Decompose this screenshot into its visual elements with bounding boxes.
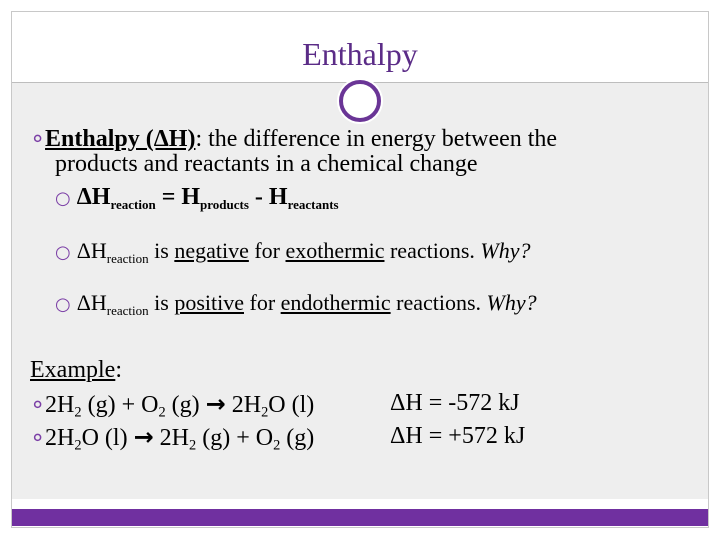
example-heading (30, 357, 122, 384)
r2-part: 2H (45, 425, 75, 451)
sub-bullet-icon: ○ (55, 242, 71, 263)
r2-part: O (l) (81, 425, 134, 451)
definition-text-2: products and reactants in a chemical change (55, 151, 478, 177)
bullet-icon: ∘ (30, 390, 46, 418)
r2-part: (g) + O (196, 425, 274, 451)
bullet-icon: ∘ (30, 124, 46, 152)
r1-part: 2H (225, 392, 262, 418)
r1-sub: 2 (158, 404, 166, 421)
negative-line (55, 238, 530, 267)
positive-line (55, 290, 537, 319)
pos-why: Why? (486, 290, 537, 315)
definition-text-1: : the difference in energy between the (195, 126, 558, 152)
r2-sub: 2 (74, 437, 82, 454)
neg-sub: reaction (106, 251, 149, 266)
example-colon: : (115, 357, 122, 383)
r1-part: O (l) (268, 392, 315, 418)
arrow-icon: → (133, 423, 154, 451)
pos-for: for (244, 290, 281, 315)
neg-dh: ΔH (76, 238, 107, 263)
definition-line-2 (55, 151, 477, 178)
neg-for: for (248, 238, 286, 263)
pos-endothermic: endothermic (280, 290, 391, 315)
neg-why: Why? (480, 238, 531, 263)
r1-part: (g) + O (81, 392, 159, 418)
bottom-accent-bar (12, 509, 708, 526)
pos-dh: ΔH (76, 290, 107, 315)
example-label: Example (30, 357, 116, 383)
pos-is: is (148, 290, 175, 315)
r2-sub: 2 (189, 437, 197, 454)
reaction-2-enthalpy: ΔH = +572 kJ (390, 423, 526, 449)
eq-equals: = H (155, 184, 201, 210)
enthalpy-equation (55, 184, 339, 213)
neg-exothermic: exothermic (285, 238, 385, 263)
r1-part: (g) (165, 392, 206, 418)
pos-word: positive (174, 290, 244, 315)
arrow-icon: → (205, 390, 226, 418)
slide-title: Enthalpy (302, 36, 418, 72)
eq-dh: ΔH (76, 184, 111, 210)
definition-line-1 (30, 124, 557, 153)
neg-rest: reactions. (384, 238, 481, 263)
r1-sub: 2 (74, 404, 82, 421)
pos-rest: reactions. (390, 290, 487, 315)
reaction-1 (30, 390, 314, 421)
r1-sub: 2 (261, 404, 269, 421)
sub-bullet-icon: ○ (55, 188, 71, 209)
r2-part: (g) (280, 425, 315, 451)
definition-term: Enthalpy (ΔH) (45, 126, 196, 152)
eq-sub-products: products (200, 197, 249, 212)
reaction-2 (30, 423, 314, 454)
neg-is: is (148, 238, 175, 263)
sub-bullet-icon: ○ (55, 294, 71, 315)
eq-sub-reactants: reactants (287, 197, 339, 212)
r1-part: 2H (45, 392, 75, 418)
neg-word: negative (174, 238, 249, 263)
reaction-1-enthalpy: ΔH = -572 kJ (390, 390, 520, 416)
eq-minus: - H (248, 184, 288, 210)
decorative-ring-icon (339, 80, 381, 122)
r2-sub: 2 (273, 437, 281, 454)
eq-sub-reaction: reaction (110, 197, 156, 212)
r2-part: 2H (153, 425, 190, 451)
bullet-icon: ∘ (30, 423, 46, 451)
pos-sub: reaction (106, 303, 149, 318)
